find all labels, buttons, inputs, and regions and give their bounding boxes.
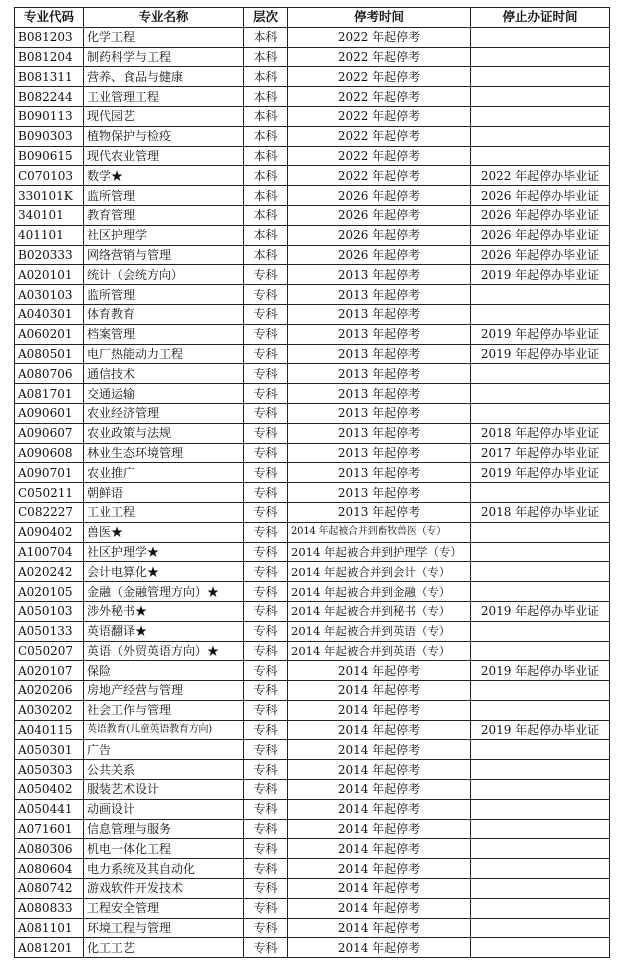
- stop-cert-cell: [471, 582, 610, 602]
- code-cell: A090601: [15, 403, 84, 423]
- level-cell: 本科: [244, 186, 288, 206]
- stop-cert-cell: [471, 384, 610, 404]
- name-cell: 公共关系: [84, 760, 244, 780]
- table-body: [15, 27, 610, 957]
- stop-cert-cell: [471, 760, 610, 780]
- stop-exam-cell: 2014 年起被合并到秘书（专）: [288, 601, 471, 621]
- table-row: [15, 106, 610, 126]
- table-row: [15, 542, 610, 562]
- stop-exam-cell: 2022 年起停考: [288, 47, 471, 67]
- table-row: [15, 27, 610, 47]
- stop-cert-cell: [471, 106, 610, 126]
- stop-cert-cell: [471, 621, 610, 641]
- code-cell: A050303: [15, 760, 84, 780]
- name-cell: 动画设计: [84, 799, 244, 819]
- name-cell: 电厂热能动力工程: [84, 344, 244, 364]
- code-cell: A080604: [15, 859, 84, 879]
- stop-exam-cell: 2014 年起被合并到畜牧兽医（专）: [288, 522, 471, 542]
- level-cell: 专科: [244, 522, 288, 542]
- name-cell: 朝鲜语: [84, 483, 244, 503]
- name-cell: 化学工程: [84, 27, 244, 47]
- name-cell: 监所管理: [84, 285, 244, 305]
- table-row: [15, 146, 610, 166]
- stop-exam-cell: 2022 年起停考: [288, 126, 471, 146]
- level-cell: 专科: [244, 918, 288, 938]
- header-stop-exam: 停考时间: [288, 8, 471, 28]
- name-cell: 现代农业管理: [84, 146, 244, 166]
- level-cell: 专科: [244, 760, 288, 780]
- stop-cert-cell: [471, 780, 610, 800]
- level-cell: 专科: [244, 780, 288, 800]
- level-cell: 专科: [244, 443, 288, 463]
- level-cell: 专科: [244, 839, 288, 859]
- header-code: 专业代码: [15, 8, 84, 28]
- code-cell: C050207: [15, 641, 84, 661]
- name-cell: 农业经济管理: [84, 403, 244, 423]
- name-cell: 工业管理工程: [84, 87, 244, 107]
- table-row: [15, 522, 610, 542]
- code-cell: A050441: [15, 799, 84, 819]
- name-cell: 会计电算化★: [84, 562, 244, 582]
- stop-cert-cell: [471, 879, 610, 899]
- stop-exam-cell: 2014 年起停考: [288, 799, 471, 819]
- stop-exam-cell: 2022 年起停考: [288, 106, 471, 126]
- table-row: [15, 344, 610, 364]
- header-row: [15, 8, 610, 28]
- code-cell: A080833: [15, 898, 84, 918]
- name-cell: 英语翻译★: [84, 621, 244, 641]
- stop-cert-cell: [471, 285, 610, 305]
- stop-cert-cell: 2018 年起停办毕业证: [471, 423, 610, 443]
- stop-exam-cell: 2014 年起停考: [288, 819, 471, 839]
- name-cell: 电力系统及其自动化: [84, 859, 244, 879]
- level-cell: 专科: [244, 879, 288, 899]
- level-cell: 专科: [244, 601, 288, 621]
- name-cell: 数学★: [84, 166, 244, 186]
- name-cell: 社会工作与管理: [84, 700, 244, 720]
- code-cell: A050103: [15, 601, 84, 621]
- table-row: [15, 403, 610, 423]
- stop-exam-cell: 2013 年起停考: [288, 265, 471, 285]
- name-cell: 金融（金融管理方向）★: [84, 582, 244, 602]
- stop-cert-cell: 2019 年起停办毕业证: [471, 661, 610, 681]
- table-row: [15, 661, 610, 681]
- stop-cert-cell: [471, 483, 610, 503]
- stop-exam-cell: 2026 年起停考: [288, 225, 471, 245]
- code-cell: A090402: [15, 522, 84, 542]
- stop-cert-cell: [471, 304, 610, 324]
- code-cell: A090608: [15, 443, 84, 463]
- stop-cert-cell: [471, 641, 610, 661]
- stop-cert-cell: 2019 年起停办毕业证: [471, 344, 610, 364]
- code-cell: A020101: [15, 265, 84, 285]
- name-cell: 农业推广: [84, 463, 244, 483]
- table-row: [15, 225, 610, 245]
- stop-cert-cell: [471, 403, 610, 423]
- level-cell: 专科: [244, 621, 288, 641]
- name-cell: 工业工程: [84, 502, 244, 522]
- code-cell: A081701: [15, 384, 84, 404]
- table-row: [15, 582, 610, 602]
- name-cell: 教育管理: [84, 205, 244, 225]
- code-cell: A100704: [15, 542, 84, 562]
- code-cell: 330101K: [15, 186, 84, 206]
- table-row: [15, 681, 610, 701]
- stop-cert-cell: [471, 126, 610, 146]
- name-cell: 广告: [84, 740, 244, 760]
- name-cell: 涉外秘书★: [84, 601, 244, 621]
- level-cell: 本科: [244, 106, 288, 126]
- stop-exam-cell: 2014 年起被合并到英语（专）: [288, 621, 471, 641]
- stop-cert-cell: [471, 522, 610, 542]
- level-cell: 专科: [244, 483, 288, 503]
- name-cell: 农业政策与法规: [84, 423, 244, 443]
- stop-cert-cell: 2017 年起停办毕业证: [471, 443, 610, 463]
- code-cell: B081311: [15, 67, 84, 87]
- name-cell: 植物保护与检疫: [84, 126, 244, 146]
- stop-cert-cell: 2026 年起停办毕业证: [471, 225, 610, 245]
- table-row: [15, 463, 610, 483]
- table-row: [15, 87, 610, 107]
- table-row: [15, 483, 610, 503]
- code-cell: B081203: [15, 27, 84, 47]
- level-cell: 本科: [244, 67, 288, 87]
- stop-exam-cell: 2013 年起停考: [288, 304, 471, 324]
- name-cell: 营养、食品与健康: [84, 67, 244, 87]
- stop-exam-cell: 2022 年起停考: [288, 146, 471, 166]
- level-cell: 专科: [244, 740, 288, 760]
- stop-exam-cell: 2014 年起停考: [288, 938, 471, 958]
- stop-cert-cell: 2019 年起停办毕业证: [471, 601, 610, 621]
- stop-cert-cell: [471, 898, 610, 918]
- name-cell: 工程安全管理: [84, 898, 244, 918]
- table-row: [15, 780, 610, 800]
- level-cell: 专科: [244, 463, 288, 483]
- code-cell: A050133: [15, 621, 84, 641]
- level-cell: 专科: [244, 344, 288, 364]
- code-cell: A090607: [15, 423, 84, 443]
- stop-cert-cell: [471, 839, 610, 859]
- level-cell: 专科: [244, 799, 288, 819]
- level-cell: 专科: [244, 502, 288, 522]
- table-row: [15, 938, 610, 958]
- level-cell: 专科: [244, 285, 288, 305]
- stop-cert-cell: [471, 819, 610, 839]
- level-cell: 本科: [244, 245, 288, 265]
- table-row: [15, 898, 610, 918]
- table-row: [15, 502, 610, 522]
- stop-exam-cell: 2026 年起停考: [288, 186, 471, 206]
- code-cell: A020105: [15, 582, 84, 602]
- level-cell: 专科: [244, 403, 288, 423]
- stop-exam-cell: 2014 年起停考: [288, 879, 471, 899]
- stop-exam-cell: 2014 年起停考: [288, 780, 471, 800]
- code-cell: B082244: [15, 87, 84, 107]
- name-cell: 制药科学与工程: [84, 47, 244, 67]
- name-cell: 社区护理学★: [84, 542, 244, 562]
- stop-exam-cell: 2014 年起停考: [288, 839, 471, 859]
- table-row: [15, 265, 610, 285]
- code-cell: B020333: [15, 245, 84, 265]
- name-cell: 房地产经营与管理: [84, 681, 244, 701]
- table-row: [15, 621, 610, 641]
- level-cell: 专科: [244, 304, 288, 324]
- code-cell: A020242: [15, 562, 84, 582]
- name-cell: 游戏软件开发技术: [84, 879, 244, 899]
- header-stop-cert: 停止办证时间: [471, 8, 610, 28]
- stop-cert-cell: [471, 700, 610, 720]
- stop-exam-cell: 2013 年起停考: [288, 423, 471, 443]
- code-cell: A071601: [15, 819, 84, 839]
- level-cell: 本科: [244, 87, 288, 107]
- code-cell: B090615: [15, 146, 84, 166]
- code-cell: A081201: [15, 938, 84, 958]
- table-row: [15, 285, 610, 305]
- stop-exam-cell: 2022 年起停考: [288, 27, 471, 47]
- stop-cert-cell: 2019 年起停办毕业证: [471, 463, 610, 483]
- table-row: [15, 918, 610, 938]
- name-cell: 林业生态环境管理: [84, 443, 244, 463]
- level-cell: 本科: [244, 205, 288, 225]
- stop-exam-cell: 2014 年起停考: [288, 859, 471, 879]
- table-row: [15, 720, 610, 740]
- stop-exam-cell: 2013 年起停考: [288, 443, 471, 463]
- level-cell: 本科: [244, 166, 288, 186]
- stop-exam-cell: 2014 年起停考: [288, 661, 471, 681]
- code-cell: A060201: [15, 324, 84, 344]
- stop-cert-cell: [471, 542, 610, 562]
- stop-cert-cell: [471, 938, 610, 958]
- stop-cert-cell: 2018 年起停办毕业证: [471, 502, 610, 522]
- level-cell: 专科: [244, 641, 288, 661]
- name-cell: 网络营销与管理: [84, 245, 244, 265]
- code-cell: C070103: [15, 166, 84, 186]
- table-row: [15, 364, 610, 384]
- code-cell: A050402: [15, 780, 84, 800]
- stop-exam-cell: 2013 年起停考: [288, 285, 471, 305]
- level-cell: 专科: [244, 859, 288, 879]
- table-row: [15, 384, 610, 404]
- stop-exam-cell: 2013 年起停考: [288, 502, 471, 522]
- table-row: [15, 324, 610, 344]
- level-cell: 专科: [244, 542, 288, 562]
- table-row: [15, 166, 610, 186]
- name-cell: 通信技术: [84, 364, 244, 384]
- stop-exam-cell: 2013 年起停考: [288, 403, 471, 423]
- stop-cert-cell: [471, 146, 610, 166]
- code-cell: C050211: [15, 483, 84, 503]
- level-cell: 专科: [244, 364, 288, 384]
- stop-cert-cell: 2019 年起停办毕业证: [471, 324, 610, 344]
- name-cell: 保险: [84, 661, 244, 681]
- stop-exam-cell: 2014 年起被合并到金融（专）: [288, 582, 471, 602]
- level-cell: 专科: [244, 661, 288, 681]
- stop-cert-cell: [471, 859, 610, 879]
- code-cell: A080306: [15, 839, 84, 859]
- table-row: [15, 126, 610, 146]
- level-cell: 本科: [244, 47, 288, 67]
- table-row: [15, 562, 610, 582]
- stop-cert-cell: 2022 年起停办毕业证: [471, 166, 610, 186]
- name-cell: 兽医★: [84, 522, 244, 542]
- code-cell: 340101: [15, 205, 84, 225]
- stop-cert-cell: 2019 年起停办毕业证: [471, 720, 610, 740]
- table-row: [15, 859, 610, 879]
- stop-exam-cell: 2014 年起停考: [288, 898, 471, 918]
- level-cell: 专科: [244, 562, 288, 582]
- stop-exam-cell: 2014 年起停考: [288, 681, 471, 701]
- name-cell: 信息管理与服务: [84, 819, 244, 839]
- table-row: [15, 760, 610, 780]
- stop-exam-cell: 2014 年起停考: [288, 918, 471, 938]
- table-row: [15, 740, 610, 760]
- level-cell: 专科: [244, 898, 288, 918]
- name-cell: 英语教育(儿童英语教育方向): [84, 720, 244, 740]
- table-row: [15, 67, 610, 87]
- stop-cert-cell: [471, 740, 610, 760]
- level-cell: 专科: [244, 819, 288, 839]
- stop-exam-cell: 2014 年起被合并到护理学（专）: [288, 542, 471, 562]
- level-cell: 专科: [244, 582, 288, 602]
- code-cell: A080742: [15, 879, 84, 899]
- code-cell: A030103: [15, 285, 84, 305]
- name-cell: 统计（会统方向）: [84, 265, 244, 285]
- stop-exam-cell: 2026 年起停考: [288, 245, 471, 265]
- level-cell: 专科: [244, 700, 288, 720]
- table-row: [15, 47, 610, 67]
- stop-cert-cell: [471, 87, 610, 107]
- level-cell: 专科: [244, 384, 288, 404]
- table-row: [15, 641, 610, 661]
- stop-exam-cell: 2022 年起停考: [288, 67, 471, 87]
- level-cell: 本科: [244, 146, 288, 166]
- name-cell: 化工工艺: [84, 938, 244, 958]
- code-cell: A081101: [15, 918, 84, 938]
- level-cell: 本科: [244, 225, 288, 245]
- level-cell: 专科: [244, 938, 288, 958]
- table-row: [15, 245, 610, 265]
- table-row: [15, 601, 610, 621]
- table-row: [15, 819, 610, 839]
- level-cell: 专科: [244, 324, 288, 344]
- stop-exam-cell: 2013 年起停考: [288, 483, 471, 503]
- code-cell: A040115: [15, 720, 84, 740]
- table-row: [15, 799, 610, 819]
- stop-cert-cell: 2026 年起停办毕业证: [471, 186, 610, 206]
- name-cell: 监所管理: [84, 186, 244, 206]
- stop-cert-cell: 2026 年起停办毕业证: [471, 205, 610, 225]
- stop-cert-cell: 2019 年起停办毕业证: [471, 265, 610, 285]
- level-cell: 专科: [244, 423, 288, 443]
- stop-exam-cell: 2026 年起停考: [288, 205, 471, 225]
- code-cell: A020206: [15, 681, 84, 701]
- stop-exam-cell: 2014 年起停考: [288, 760, 471, 780]
- stop-exam-cell: 2014 年起停考: [288, 700, 471, 720]
- stop-cert-cell: 2026 年起停办毕业证: [471, 245, 610, 265]
- code-cell: A090701: [15, 463, 84, 483]
- stop-exam-cell: 2014 年起被合并到会计（专）: [288, 562, 471, 582]
- header-name: 专业名称: [84, 8, 244, 28]
- stop-cert-cell: [471, 799, 610, 819]
- stop-exam-cell: 2014 年起停考: [288, 740, 471, 760]
- code-cell: B090113: [15, 106, 84, 126]
- stop-cert-cell: [471, 918, 610, 938]
- table-row: [15, 879, 610, 899]
- name-cell: 档案管理: [84, 324, 244, 344]
- level-cell: 专科: [244, 265, 288, 285]
- name-cell: 社区护理学: [84, 225, 244, 245]
- code-cell: A020107: [15, 661, 84, 681]
- name-cell: 交通运输: [84, 384, 244, 404]
- code-cell: C082227: [15, 502, 84, 522]
- stop-cert-cell: [471, 27, 610, 47]
- stop-exam-cell: 2013 年起停考: [288, 463, 471, 483]
- code-cell: B090303: [15, 126, 84, 146]
- stop-exam-cell: 2013 年起停考: [288, 384, 471, 404]
- code-cell: B081204: [15, 47, 84, 67]
- level-cell: 本科: [244, 126, 288, 146]
- level-cell: 本科: [244, 27, 288, 47]
- name-cell: 服装艺术设计: [84, 780, 244, 800]
- stop-exam-cell: 2013 年起停考: [288, 344, 471, 364]
- code-cell: A030202: [15, 700, 84, 720]
- table-row: [15, 186, 610, 206]
- stop-cert-cell: [471, 562, 610, 582]
- stop-exam-cell: 2022 年起停考: [288, 166, 471, 186]
- table-row: [15, 205, 610, 225]
- code-cell: A080706: [15, 364, 84, 384]
- code-cell: A040301: [15, 304, 84, 324]
- table-row: [15, 839, 610, 859]
- stop-exam-cell: 2013 年起停考: [288, 324, 471, 344]
- stop-exam-cell: 2022 年起停考: [288, 87, 471, 107]
- table-row: [15, 443, 610, 463]
- table-row: [15, 700, 610, 720]
- code-cell: A080501: [15, 344, 84, 364]
- stop-cert-cell: [471, 47, 610, 67]
- level-cell: 专科: [244, 720, 288, 740]
- table-row: [15, 304, 610, 324]
- majors-table: [14, 7, 610, 958]
- stop-exam-cell: 2013 年起停考: [288, 364, 471, 384]
- stop-cert-cell: [471, 681, 610, 701]
- stop-exam-cell: 2014 年起被合并到英语（专）: [288, 641, 471, 661]
- stop-cert-cell: [471, 67, 610, 87]
- stop-exam-cell: 2014 年起停考: [288, 720, 471, 740]
- name-cell: 机电一体化工程: [84, 839, 244, 859]
- name-cell: 环境工程与管理: [84, 918, 244, 938]
- table-row: [15, 423, 610, 443]
- header-level: 层次: [244, 8, 288, 28]
- name-cell: 现代园艺: [84, 106, 244, 126]
- name-cell: 体育教育: [84, 304, 244, 324]
- name-cell: 英语（外贸英语方向）★: [84, 641, 244, 661]
- code-cell: A050301: [15, 740, 84, 760]
- code-cell: 401101: [15, 225, 84, 245]
- level-cell: 专科: [244, 681, 288, 701]
- stop-cert-cell: [471, 364, 610, 384]
